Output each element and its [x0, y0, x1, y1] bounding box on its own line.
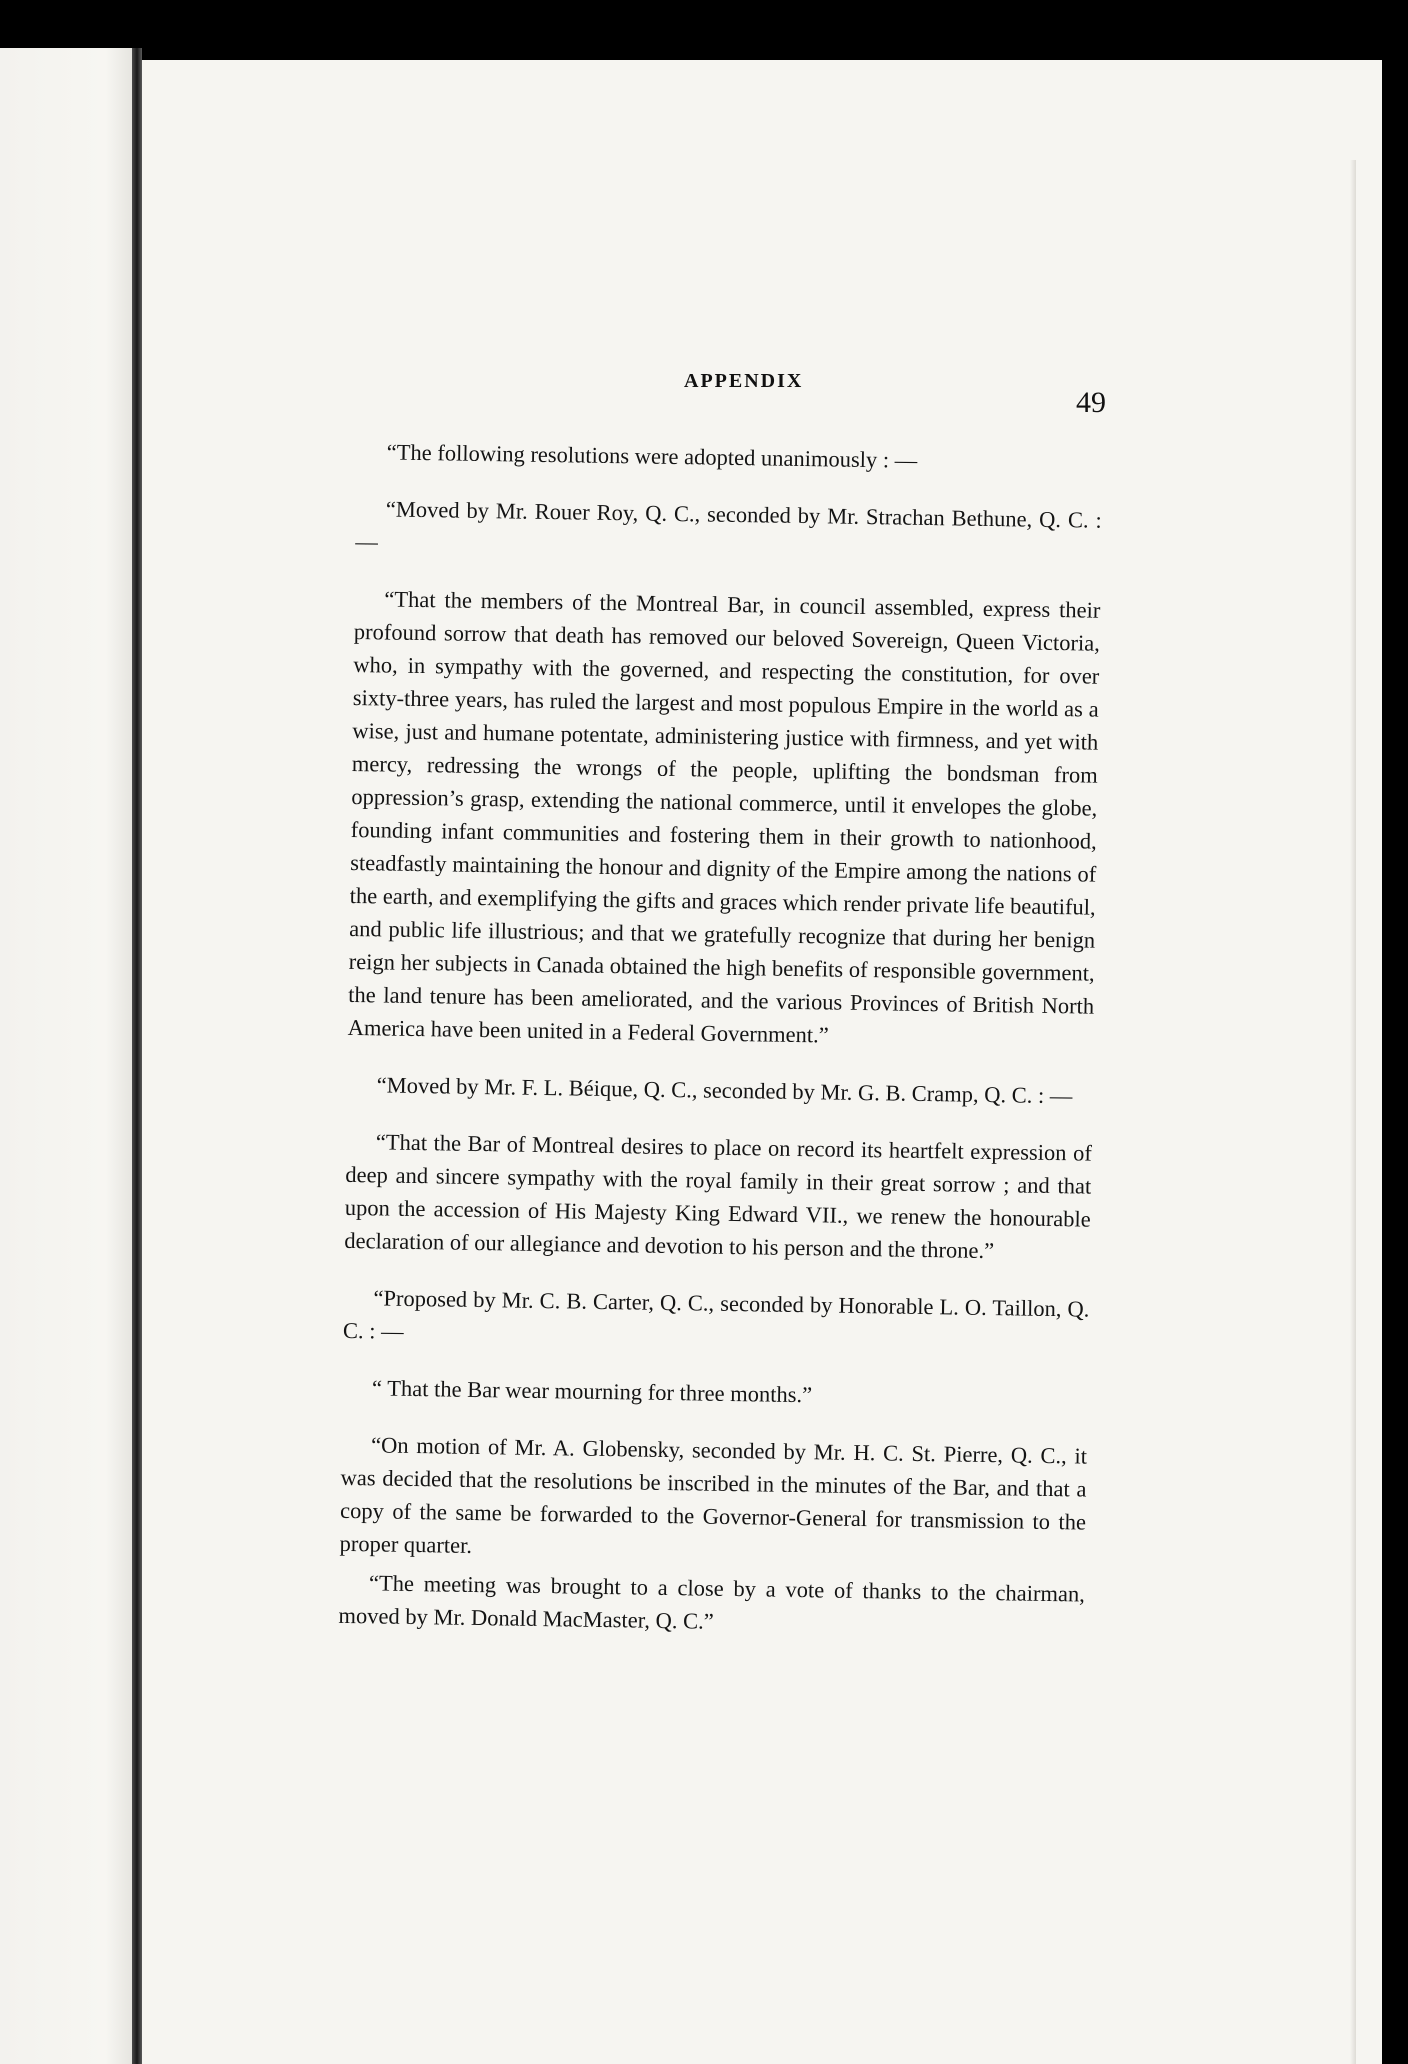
page-number: 49 [1076, 386, 1106, 419]
previous-page-edge [0, 48, 132, 2064]
paragraph-intro: “The following resolutions were adopted unanimously : — [386, 439, 918, 473]
paragraph-motion-4: “On motion of Mr. A. Globensky, seconded by Mr. H. C. St. Pierre, Q. C., it was decided that the resolutions be inscribed in the minutes of the Bar, and that a copy of the same be forwarded to the Governor-General for transmission to the proper quarter. [339, 1432, 1088, 1558]
body-text [338, 435, 1103, 1668]
paragraph-motion-1: “Moved by Mr. Rouer Roy, Q. C., seconded by Mr. Strachan Bethune, Q. C. : — [355, 496, 1102, 555]
paragraph-motion-2: “Moved by Mr. F. L. Béique, Q. C., seconded by Mr. G. B. Cramp, Q. C. : — [376, 1072, 1073, 1109]
paragraph-resolution-1: “That the members of the Montreal Bar, in council assembled, express their profound sorrow that death has removed our beloved Sovereign, Queen Victoria, who, in sympathy with the governed, and respecting the constitution, for over sixty-three years, has ruled the largest and most populous Empire in the world as a wise, just and humane potentate, administering justice with firmness, and yet with mercy, redressing the wrongs of the people, uplifting the bondsman from oppression’s grasp, extending the national commerce, until it envelopes the globe, founding infant communities and fostering them in their growth to nationhood, steadfastly maintaining the honour and dignity of the Empire among the nations of the earth, and exemplifying the gifts and graces which render private life beautiful, and public life illustrious; and that we gratefully recognize that during her benign reign her subjects in Canada obtained the high benefits of responsible government, the land tenure has been ameliorated, and the various Provinces of British North America have been united in a Federal Government.” [347, 586, 1101, 1048]
paragraph-closing: “The meeting was brought to a close by a vote of thanks to the chairman, moved by Mr. Donald MacMaster, Q. C.” [338, 1570, 1086, 1634]
running-head: APPENDIX [684, 370, 804, 392]
paragraph-resolution-3: “ That the Bar wear mourning for three months.” [371, 1375, 813, 1408]
page-edge-shadow [1350, 160, 1356, 2064]
paragraph-resolution-2: “That the Bar of Montreal desires to place on record its heartfelt expression of deep and sincere sympathy with the royal family in their great sorrow ; and that upon the accession of His Majesty King Edward VII., we renew the honourable declaration of our allegiance and devotion to his person and the throne.” [344, 1129, 1093, 1264]
paragraph-motion-3: “Proposed by Mr. C. B. Carter, Q. C., seconded by Honorable L. O. Taillon, Q. C. : — [342, 1285, 1090, 1344]
book-gutter [132, 48, 142, 2064]
